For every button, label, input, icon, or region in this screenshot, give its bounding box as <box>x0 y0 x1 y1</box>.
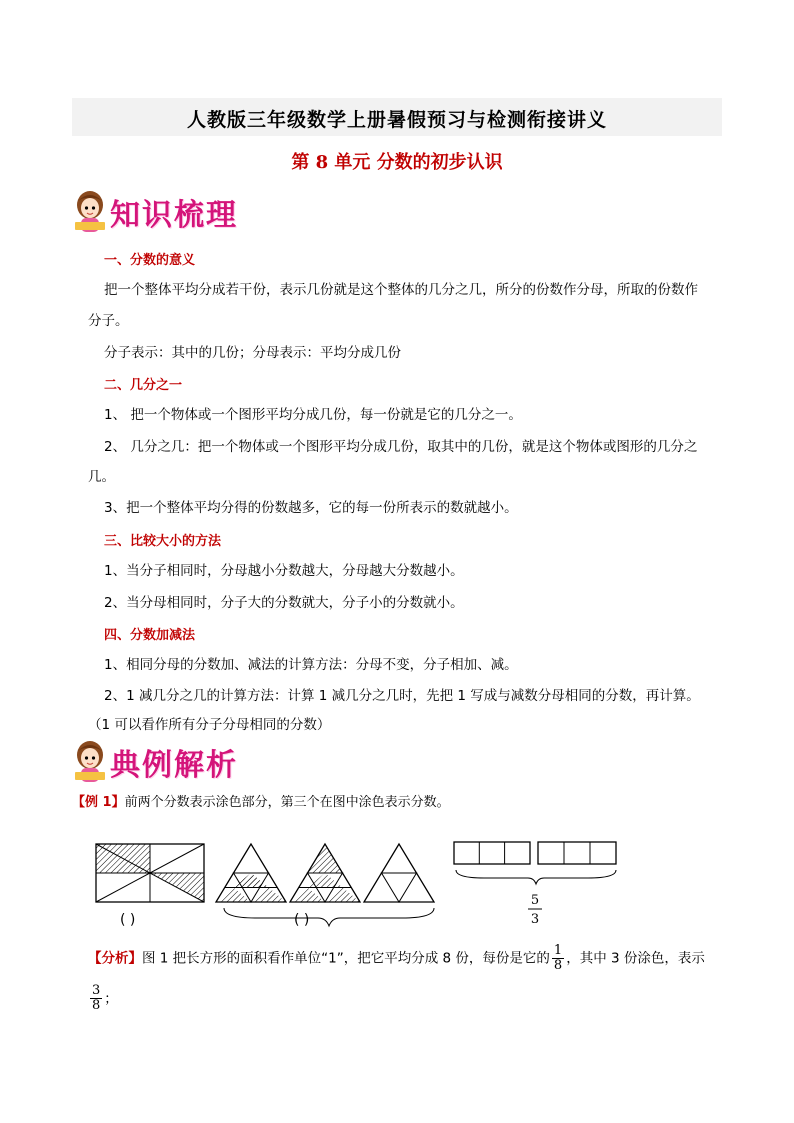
fraction-three-eighths <box>90 984 102 1013</box>
example-1-figure <box>88 822 628 942</box>
given-fraction-numerator: 5 <box>530 893 540 908</box>
answer-blank-2[interactable]: ( ) <box>294 912 310 928</box>
paragraph: 几。 <box>88 469 115 485</box>
answer-blank-1[interactable]: ( ) <box>120 912 136 928</box>
paragraph: 3、把一个整体平均分得的份数越多，它的每一份所表示的数就越小。 <box>104 500 518 516</box>
analysis-text: ； <box>104 991 118 1007</box>
document-title: 人教版三年级数学上册暑假预习与检测衔接讲义 <box>186 109 607 131</box>
analysis-paragraph <box>88 944 728 973</box>
fraction-numerator: 1 <box>553 943 563 958</box>
heading-unit-fraction: 二、几分之一 <box>104 378 183 393</box>
paragraph: 1、相同分母的分数加、减法的计算方法：分母不变，分子相加、减。 <box>104 657 518 673</box>
analysis-text: ，其中 3 份涂色，表示 <box>566 950 705 967</box>
section-header-knowledge <box>72 188 238 236</box>
heading-add-subtract: 四、分数加减法 <box>104 628 196 643</box>
fraction-denominator: 8 <box>92 998 101 1013</box>
paragraph: 1、当分子相同时，分母越小分数越大，分母越大分数越小。 <box>104 563 464 579</box>
girl-avatar-icon <box>72 739 108 785</box>
example-text: 前两个分数表示涂色部分，第三个在图中涂色表示分数。 <box>124 795 450 810</box>
paragraph: （1 可以看作所有分子分母相同的分数） <box>88 717 331 733</box>
example-tag: 【例 1】 <box>72 795 125 810</box>
triangles-figure <box>216 844 434 926</box>
paragraph: 把一个整体平均分成若干份，表示几份就是这个整体的几分之几，所分的份数作分母，所取的份数作 <box>104 282 698 298</box>
fraction-diagrams <box>88 822 628 942</box>
analysis-continued <box>88 984 118 1013</box>
heading-compare: 三、比较大小的方法 <box>104 534 222 549</box>
paragraph: 分子表示：其中的几份；分母表示：平均分成几份 <box>104 345 401 361</box>
paragraph: 2、 几分之几：把一个物体或一个图形平均分成几份，取其中的几份，就是这个物体或图形的几分之 <box>104 439 698 455</box>
girl-avatar-icon <box>72 189 108 235</box>
paragraph: 分子。 <box>88 313 129 329</box>
fraction-one-eighth <box>552 944 564 973</box>
section-header-examples <box>72 738 238 786</box>
rectangle-figure <box>96 844 204 902</box>
paragraph: 2、1 减几分之几的计算方法：计算 1 减几分之几时，先把 1 写成与减数分母相同的分数，再计算。 <box>104 688 700 704</box>
fraction-denominator: 8 <box>553 958 563 973</box>
analysis-text: 图 1 把长方形的面积看作单位“1”，把它平均分成 8 份，每份是它的 <box>142 950 550 967</box>
example-1-prompt <box>72 791 450 810</box>
paragraph: 2、当分母相同时，分子大的分数就大，分子小的分数就小。 <box>104 595 464 611</box>
bars-figure <box>454 842 616 927</box>
fraction-numerator: 3 <box>92 983 101 998</box>
unit-title: 第 8 单元 分数的初步认识 <box>291 152 503 173</box>
heading-fraction-meaning: 一、分数的意义 <box>104 253 196 268</box>
section-title-knowledge: 知识梳理 <box>110 198 238 233</box>
given-fraction-denominator: 3 <box>530 912 540 927</box>
paragraph: 1、 把一个物体或一个图形平均分成几份，每一份就是它的几分之一。 <box>104 407 522 423</box>
analysis-tag: 【分析】 <box>88 950 142 967</box>
section-title-examples: 典例解析 <box>110 748 238 783</box>
